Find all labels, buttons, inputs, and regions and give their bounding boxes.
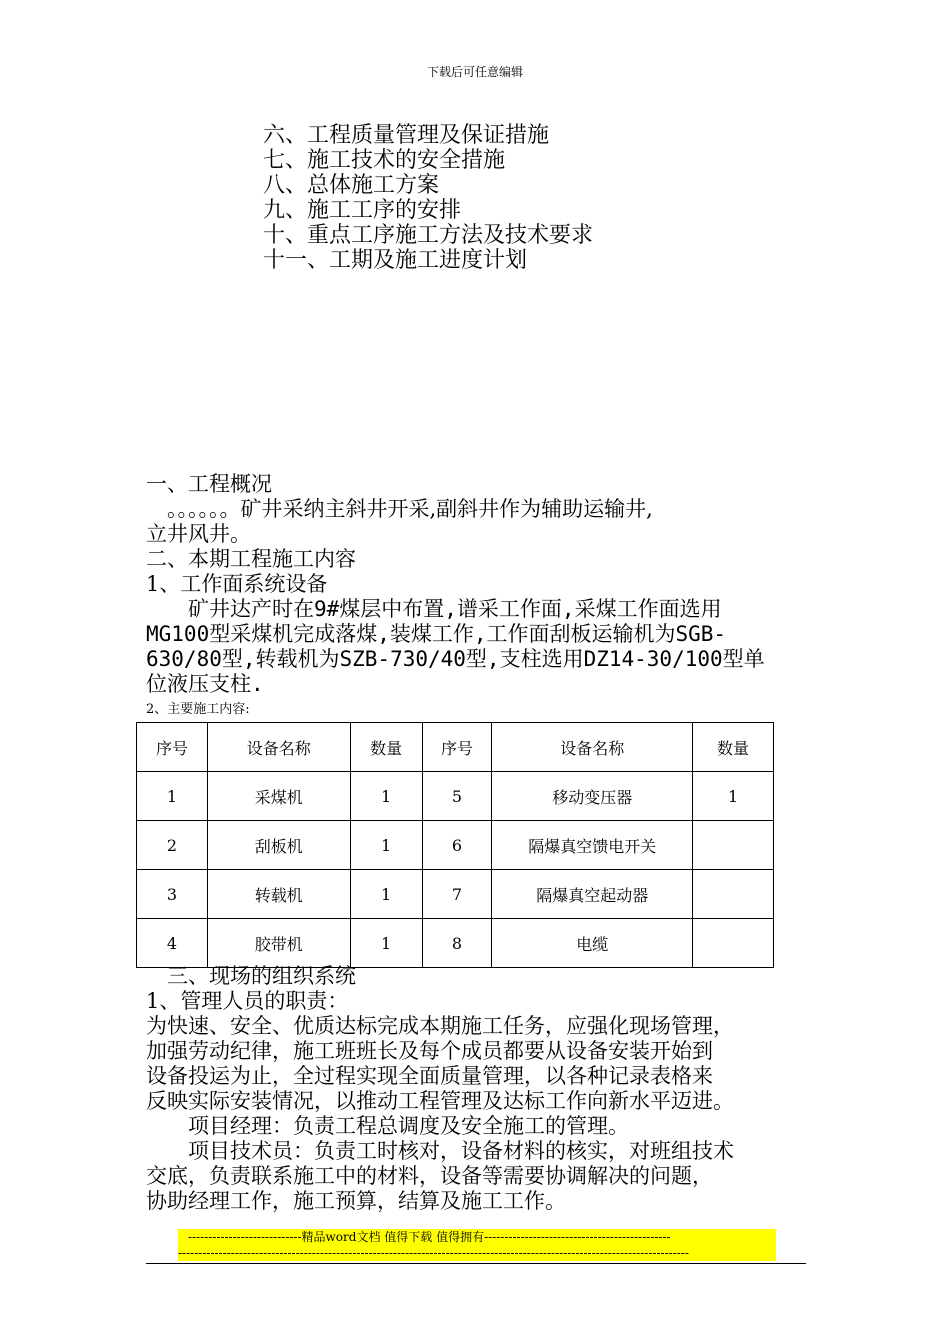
table-cell: 1 <box>693 772 774 821</box>
table-cell: 采煤机 <box>207 772 350 821</box>
paragraph-line: 。。。。。。矿井采纳主斜井开采,副斜井作为辅助运输井, <box>146 497 653 521</box>
table-cell: 8 <box>422 919 492 968</box>
table-cell: 1 <box>350 919 422 968</box>
table-cell: 1 <box>137 772 208 821</box>
footer-divider <box>146 1263 806 1264</box>
table-cell <box>693 870 774 919</box>
table-cell: 胶带机 <box>207 919 350 968</box>
column-header: 设备名称 <box>207 723 350 772</box>
section-heading: 三、现场的组织系统 <box>146 964 356 988</box>
paragraph-line: MG100型采煤机完成落煤,装煤工作,工作面刮板运输机为SGB- <box>146 622 727 646</box>
footer-banner-line: ----------------------------精品word文档 值得下载 值得拥有---------------------------------------------- <box>188 1230 671 1244</box>
section-heading: 二、本期工程施工内容 <box>146 547 356 571</box>
table-row <box>137 772 774 821</box>
table-cell: 1 <box>350 821 422 870</box>
column-header: 设备名称 <box>492 723 693 772</box>
paragraph-line: 反映实际安装情况，以推动工程管理及达标工作向新水平迈进。 <box>146 1089 734 1113</box>
toc-item: 十、重点工序施工方法及技术要求 <box>263 223 594 248</box>
table-row <box>137 870 774 919</box>
column-header: 数量 <box>350 723 422 772</box>
table-cell: 4 <box>137 919 208 968</box>
subsection-heading: 2、主要施工内容: <box>146 702 250 717</box>
toc-item: 八、总体施工方案 <box>263 173 440 198</box>
footer-banner-line: ------------------------------------------------------------------------------------------------------------------------------ <box>178 1246 689 1260</box>
table-cell: 7 <box>422 870 492 919</box>
table-header-row <box>137 723 774 772</box>
paragraph-line: 位液压支柱. <box>146 672 264 696</box>
section-overview <box>146 472 814 697</box>
header-note: 下载后可任意编辑 <box>426 65 523 79</box>
paragraph-line: 矿井达产时在9#煤层中布置,谱采工作面,采煤工作面选用 <box>146 597 722 621</box>
table-cell: 1 <box>350 870 422 919</box>
paragraph-line: 立井风井。 <box>146 522 251 546</box>
paragraph-line: 加强劳动纪律，施工班班长及每个成员都要从设备安装开始到 <box>146 1039 713 1063</box>
column-header: 序号 <box>137 723 208 772</box>
table-cell: 隔爆真空起动器 <box>492 870 693 919</box>
toc-item: 九、施工工序的安排 <box>263 198 462 223</box>
section-organization <box>146 964 814 1214</box>
table-cell: 3 <box>137 870 208 919</box>
table-cell: 5 <box>422 772 492 821</box>
table-cell: 1 <box>350 772 422 821</box>
paragraph-line: 为快速、安全、优质达标完成本期施工任务，应强化现场管理， <box>146 1014 734 1038</box>
column-header: 数量 <box>693 723 774 772</box>
table-row <box>137 919 774 968</box>
table-cell: 转载机 <box>207 870 350 919</box>
footer-banner <box>178 1229 776 1261</box>
paragraph-line: 项目技术员：负责工时核对，设备材料的核实，对班组技术 <box>146 1139 734 1163</box>
table-cell <box>693 919 774 968</box>
section-heading: 一、工程概况 <box>146 472 272 496</box>
table-cell: 隔爆真空馈电开关 <box>492 821 693 870</box>
equipment-table <box>136 722 774 968</box>
paragraph-line: 设备投运为止，全过程实现全面质量管理，以各种记录表格来 <box>146 1064 713 1088</box>
subsection-heading: 1、工作面系统设备 <box>146 572 328 596</box>
table-of-contents <box>263 123 593 273</box>
toc-item: 七、施工技术的安全措施 <box>263 148 506 173</box>
table-row <box>137 821 774 870</box>
paragraph-line: 交底，负责联系施工中的材料，设备等需要协调解决的问题， <box>146 1164 713 1188</box>
paragraph-line: 630/80型,转载机为SZB-730/40型,支柱选用DZ14-30/100型单 <box>146 647 765 671</box>
column-header: 序号 <box>422 723 492 772</box>
table-cell: 刮板机 <box>207 821 350 870</box>
table-cell: 电缆 <box>492 919 693 968</box>
table-cell: 6 <box>422 821 492 870</box>
table-cell: 2 <box>137 821 208 870</box>
paragraph-line: 项目经理：负责工程总调度及安全施工的管理。 <box>146 1114 629 1138</box>
table-cell: 移动变压器 <box>492 772 693 821</box>
paragraph-line: 协助经理工作，施工预算，结算及施工工作。 <box>146 1189 566 1213</box>
toc-item: 六、工程质量管理及保证措施 <box>263 123 550 148</box>
table-cell <box>693 821 774 870</box>
toc-item: 十一、工期及施工进度计划 <box>263 248 528 273</box>
subsection-heading: 1、管理人员的职责： <box>146 989 349 1013</box>
